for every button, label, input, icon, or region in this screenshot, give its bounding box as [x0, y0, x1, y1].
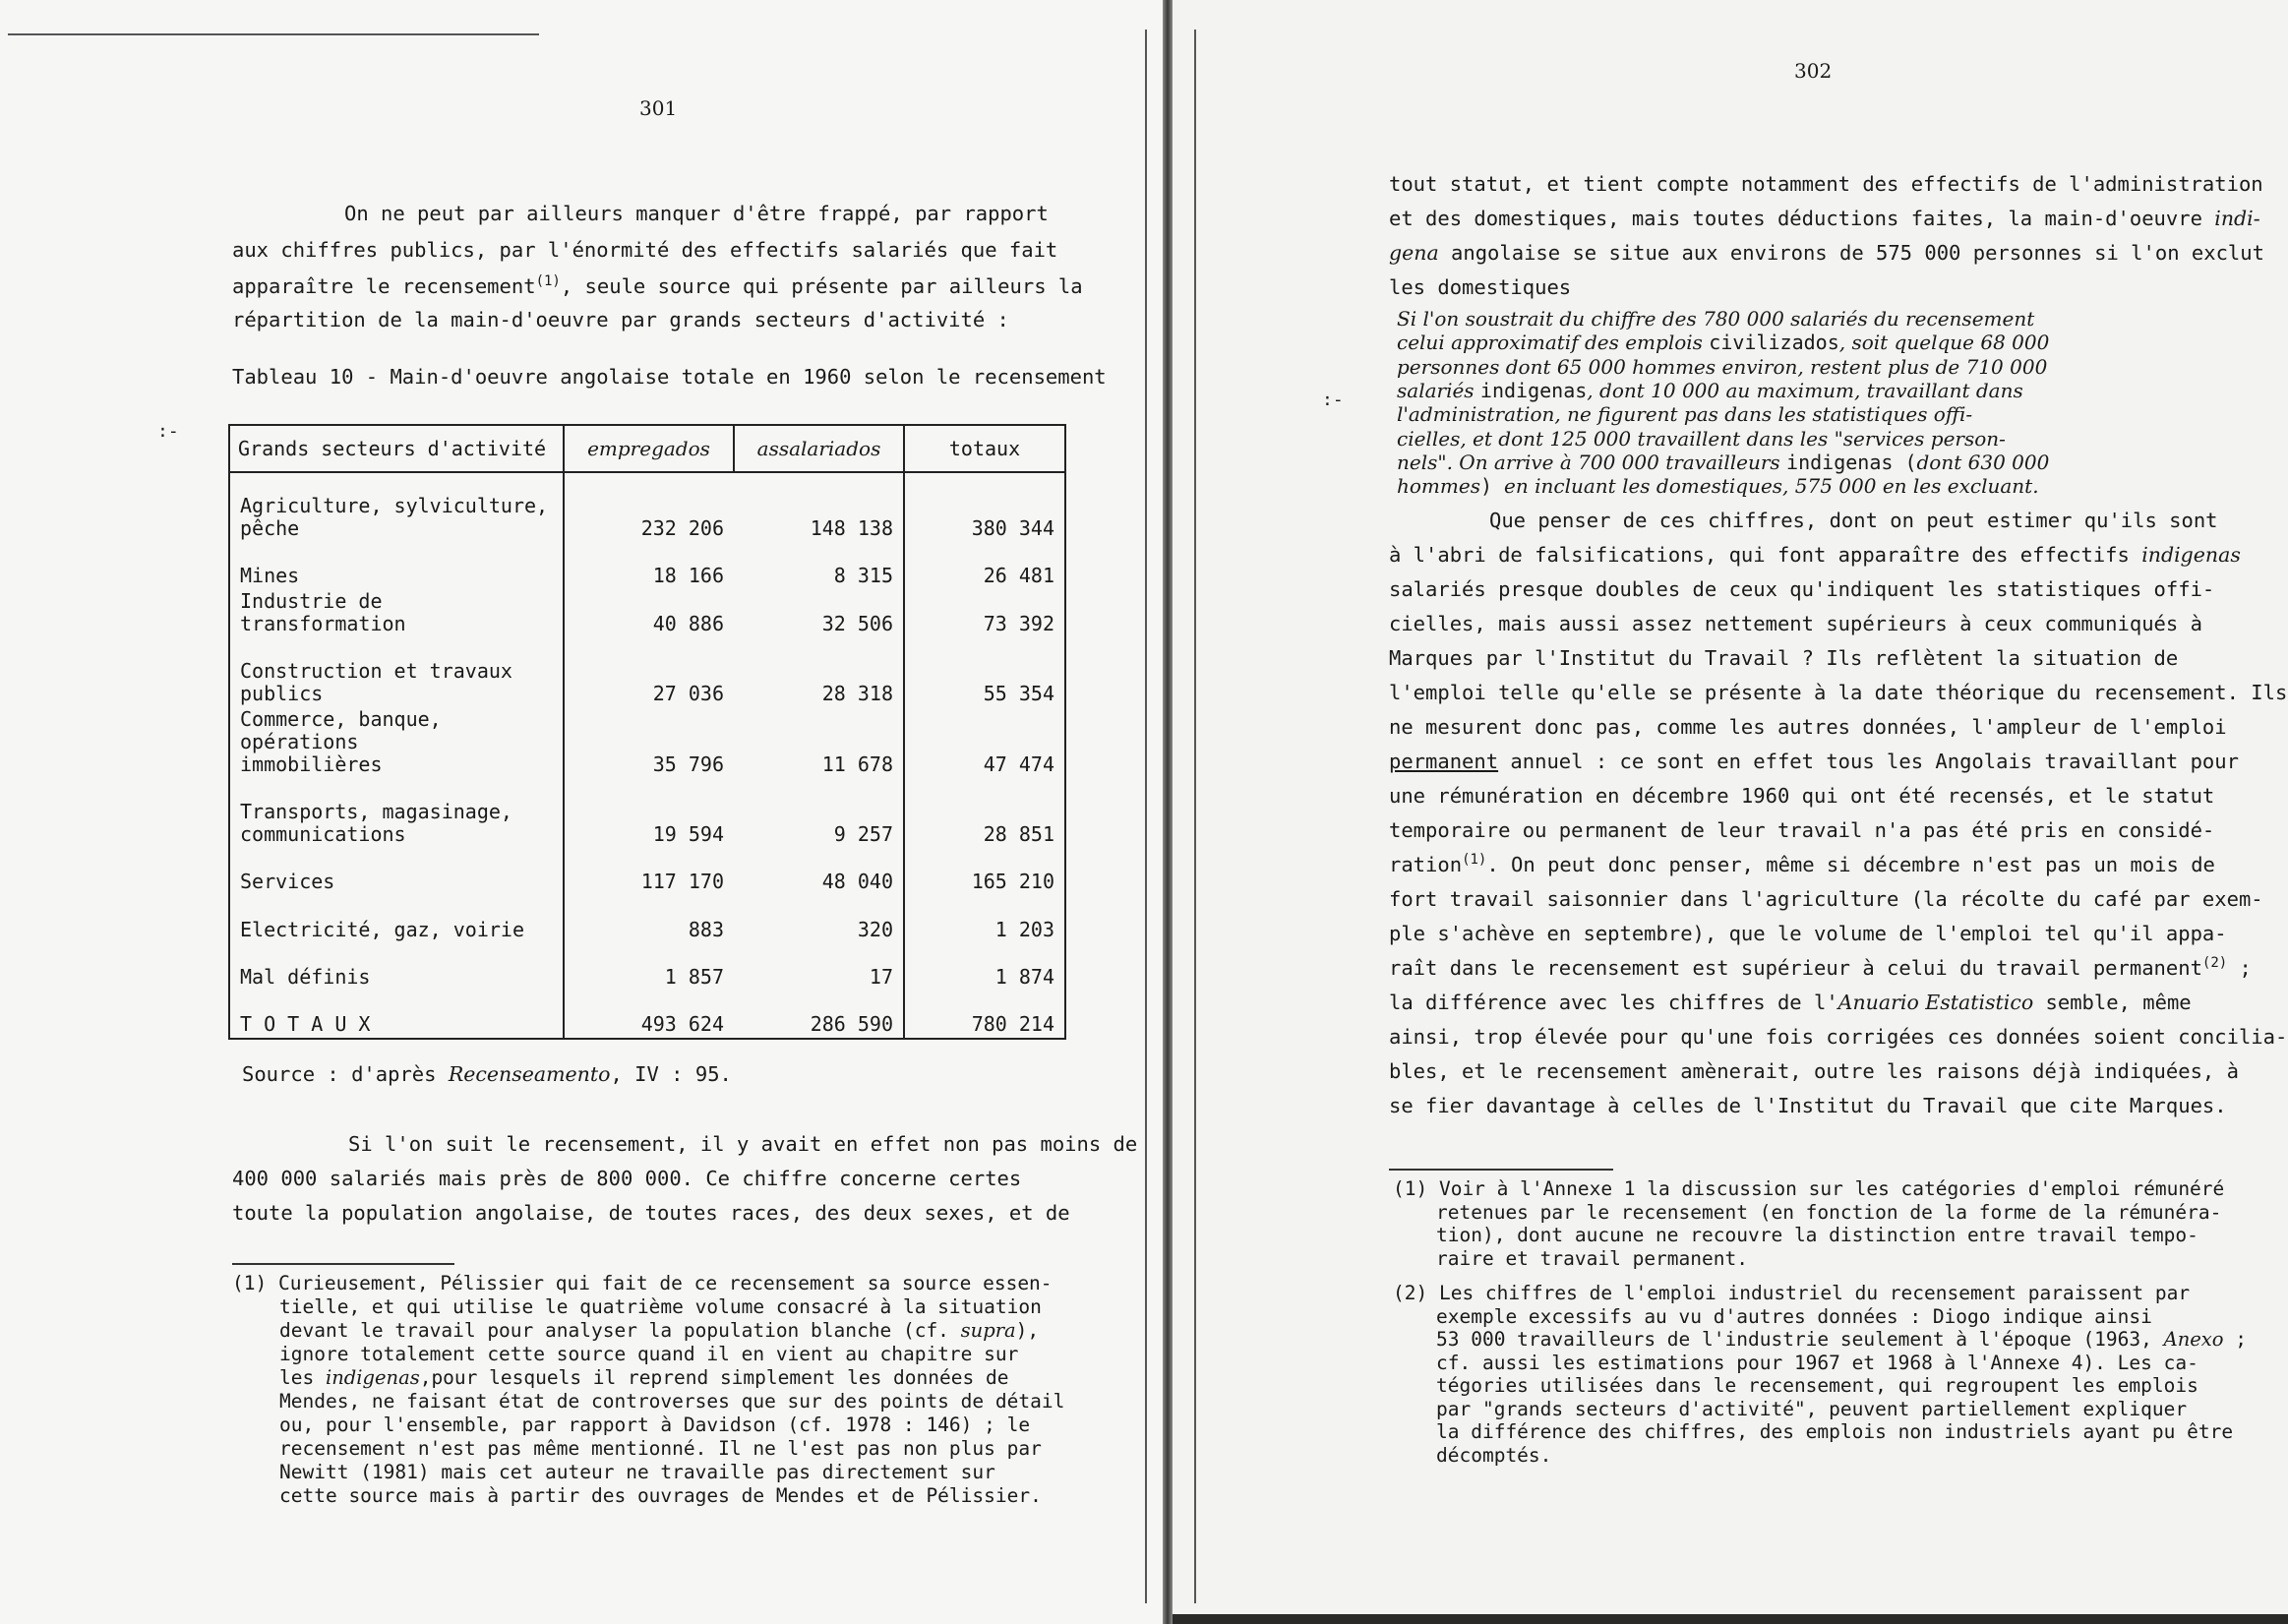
row-label-line: publics: [240, 681, 324, 705]
table-row: [229, 542, 1065, 590]
table-caption: Tableau 10 - Main-d'oeuvre angolaise totale en 1960 selon le recensement: [232, 365, 1107, 389]
table-source: Source : d'après Recenseamento, IV : 95.: [242, 1062, 732, 1086]
footnote-line: Newitt (1981) mais cet auteur ne travaille pas directement sur: [279, 1461, 995, 1483]
body-lines-line: l'emploi telle qu'elle se présente à la date théorique du recensement. Ils: [1389, 681, 2288, 704]
quote-lines-line: nels". On arrive à 700 000 travailleurs indigenas (dont 630 000: [1397, 450, 2050, 474]
body-lines-line: se fier davantage à celles de l'Institut du Travail que cite Marques.: [1389, 1094, 2227, 1117]
right-page-edge: [1194, 30, 1196, 1603]
row-label: [229, 943, 564, 992]
cell-totaux: 55 354: [983, 681, 1054, 705]
footnote-line: recensement n'est pas même mentionné. Il ne l'est pas non plus par: [279, 1437, 1042, 1460]
table-row: [229, 707, 1065, 778]
cell-empregados: 883: [688, 917, 724, 941]
row-label-line: Mal définis: [240, 965, 371, 990]
row-label-line: communications: [240, 821, 406, 846]
body-lines-line: Marques par l'Institut du Travail ? Ils reflètent la situation de: [1389, 646, 2179, 670]
table-row: [229, 778, 1065, 848]
footnote1-lines-line: retenues par le recensement (en fonction de la forme de la rémunéra-: [1436, 1200, 2222, 1224]
footnote2-lines-line: tégories utilisées dans le recensement, qui regroupent les emplois: [1436, 1374, 2198, 1397]
footnote-line: cette source mais à partir des ouvrages de Mendes et de Pélissier.: [279, 1484, 1042, 1507]
footnote1-lines-line: (1) Voir à l'Annexe 1 la discussion sur les catégories d'emploi rémunéré: [1393, 1177, 2225, 1200]
table-row: [229, 848, 1065, 896]
footnote-line: ignore totalement cette source quand il en vient au chapitre sur: [279, 1343, 1019, 1365]
cell-assalariados: 9 257: [734, 778, 904, 848]
body-lines-line: une rémunération en décembre 1960 qui ont été recensés, et le statut: [1389, 784, 2215, 808]
row-label: [229, 472, 564, 542]
row-label-line: Services: [240, 870, 335, 894]
cell-totaux: 73 392: [983, 612, 1054, 636]
row-label: [229, 848, 564, 896]
body-lines-line: permanent annuel : ce sont en effet tous les Angolais travaillant pour: [1389, 750, 2239, 773]
table-row: [229, 943, 1065, 992]
row-label: [229, 707, 564, 778]
cell-totaux: 165 210: [971, 870, 1054, 894]
body-lines-line: bles, et le recensement amènerait, outre les raisons déjà indiquées, à: [1389, 1059, 2239, 1083]
header-totaux: totaux: [904, 425, 1065, 472]
table-row: [229, 895, 1065, 943]
cell-assalariados: 320: [734, 895, 904, 943]
header-sector: Grands secteurs d'activité: [229, 425, 564, 472]
body-lines-line: salariés presque doubles de ceux qu'indiquent les statistiques offi-: [1389, 577, 2215, 601]
row-label-line: Mines: [240, 564, 300, 588]
intro-line-1: On ne peut par ailleurs manquer d'être frappé, par rapport: [344, 202, 1049, 225]
left-page-edge: [1145, 30, 1147, 1603]
body-lines-line: ration$^{(1)}$. On peut donc penser, même si décembre n'est pas un mois de: [1389, 852, 2215, 876]
body-lines-line: à l'abri de falsifications, qui font apparaître des effectifs indigenas: [1389, 543, 2241, 567]
page-top-rule: [8, 33, 539, 35]
footnote1-lines-line: tion), dont aucune ne recouvre la distinction entre travail tempo-: [1436, 1224, 2198, 1246]
cell-totaux: 780 214: [971, 1012, 1054, 1036]
footnote2-lines-line: 53 000 travailleurs de l'industrie seulement à l'époque (1963, Anexo ;: [1436, 1328, 2248, 1351]
footnote-line: les indigenas,pour lesquels il reprend simplement les données de: [279, 1366, 1009, 1389]
row-label-line: Commerce, banque, opérations: [240, 706, 442, 753]
footnote1-lines-line: raire et travail permanent.: [1436, 1246, 1748, 1270]
cell-empregados: 1 857: [664, 965, 724, 990]
lines-line: tout statut, et tient compte notamment des effectifs de l'administration: [1389, 172, 2263, 196]
body-line-1: Si l'on suit le recensement, il y avait en effet non pas moins de: [348, 1132, 1138, 1156]
footnote2-lines-line: décomptés.: [1436, 1443, 1552, 1467]
table-row: [229, 589, 1065, 637]
page-number-right: 302: [1794, 59, 1833, 83]
body-lines-line: la différence avec les chiffres de l'Anuario Estatistico semble, même: [1389, 991, 2192, 1014]
cell-empregados: 232 206: [640, 515, 724, 540]
page-number-left: 301: [639, 96, 678, 120]
cell-assalariados: 11 678: [734, 707, 904, 778]
footnote-line: (1) Curieusement, Pélissier qui fait de ce recensement sa source essen-: [232, 1272, 1053, 1294]
row-label-line: immobilières: [240, 752, 383, 776]
page-bottom-shadow: [1173, 1614, 2288, 1624]
quote-lines-line: l'administration, ne figurent pas dans les statistiques offi-: [1397, 402, 1973, 427]
cell-totaux: 28 851: [983, 821, 1054, 846]
quote-lines-line: salariés indigenas, dont 10 000 au maximum, travaillant dans: [1397, 378, 2023, 402]
cell-totaux: 1 874: [994, 965, 1054, 990]
footnote2-lines-line: cf. aussi les estimations pour 1967 et 1968 à l'Annexe 4). Les ca-: [1436, 1351, 2198, 1374]
footnote-line: devant le travail pour analyser la population blanche (cf. supra),: [279, 1319, 1040, 1342]
row-label: [229, 895, 564, 943]
body-lines-line: cielles, mais aussi assez nettement supérieurs à ceux communiqués à: [1389, 612, 2202, 635]
row-label-line: Industrie de transformation: [240, 589, 406, 636]
cell-totaux: 26 481: [983, 564, 1054, 588]
body-lines-line: fort travail saisonnier dans l'agriculture (la récolte du café par exem-: [1389, 887, 2263, 911]
cell-empregados: 493 624: [640, 1012, 724, 1036]
cell-empregados: 27 036: [652, 681, 724, 705]
margin-mark-right: :-: [1322, 390, 1344, 410]
cell-assalariados: 48 040: [734, 848, 904, 896]
table-body: [229, 472, 1065, 1039]
cell-assalariados: 28 318: [734, 637, 904, 707]
footnote2-lines-line: exemple excessifs au vu d'autres données : Diogo indique ainsi: [1436, 1304, 2152, 1328]
cell-empregados: 117 170: [640, 870, 724, 894]
cell-empregados: 35 796: [652, 752, 724, 776]
body-lines-line: ne mesurent donc pas, comme les autres données, l'ampleur de l'emploi: [1389, 715, 2227, 739]
lines-line: et des domestiques, mais toutes déductions faites, la main-d'oeuvre indi-: [1389, 207, 2260, 230]
table-header-row: [229, 425, 1065, 472]
table-row: [229, 991, 1065, 1039]
cell-empregados: 40 886: [652, 612, 724, 636]
cell-assalariados: 148 138: [734, 472, 904, 542]
intro-line-2: aux chiffres publics, par l'énormité des effectifs salariés que fait: [232, 238, 1058, 262]
body-line-2: 400 000 salariés mais près de 800 000. Ce chiffre concerne certes: [232, 1167, 1022, 1190]
table-row: [229, 637, 1065, 707]
row-label-line: T O T A U X: [240, 1012, 371, 1036]
footnote-line: tielle, et qui utilise le quatrième volume consacré à la situation: [279, 1295, 1042, 1318]
book-spine: [1163, 0, 1173, 1624]
footnote2-lines-line: par "grands secteurs d'activité", peuvent partiellement expliquer: [1436, 1397, 2188, 1420]
row-label-line: Construction et travaux: [240, 658, 512, 683]
cell-assalariados: 286 590: [734, 991, 904, 1039]
lines-line: gena angolaise se situe aux environs de 575 000 personnes si l'on exclut: [1389, 241, 2264, 265]
cell-assalariados: 8 315: [734, 542, 904, 590]
row-label: [229, 589, 564, 637]
body-line-3: toute la population angolaise, de toutes races, des deux sexes, et de: [232, 1201, 1070, 1225]
footnote-line: Mendes, ne faisant état de controverses que sur des points de détail: [279, 1390, 1065, 1413]
row-label-line: Transports, magasinage,: [240, 799, 512, 823]
quote-lines-line: celui approximatif des emplois civilizados, soit quelque 68 000: [1397, 331, 2050, 355]
quote-lines-line: cielles, et dont 125 000 travaillent dans les "services person-: [1397, 426, 2006, 451]
footnote2-lines-line: la différence des chiffres, des emplois non industriels ayant pu être: [1436, 1420, 2234, 1443]
table-row: [229, 472, 1065, 542]
body-lines-line: ple s'achève en septembre), que le volume de l'emploi tel qu'il appa-: [1389, 922, 2227, 945]
intro-line-3: apparaître le recensement$^{(1)}$, seule source qui présente par ailleurs la: [232, 273, 1083, 298]
footnote-rule: [232, 1263, 454, 1265]
body-lines-line: raît dans le recensement est supérieur à celui du travail permanent$^{(2)}$ ;: [1389, 955, 2252, 980]
cell-assalariados: 17: [734, 943, 904, 992]
footnote-rule-right: [1389, 1169, 1613, 1171]
row-label-line: Electricité, gaz, voirie: [240, 917, 524, 941]
header-empregados: empregados: [564, 425, 734, 472]
row-label: [229, 778, 564, 848]
quote-lines-line: personnes dont 65 000 hommes environ, restent plus de 710 000: [1397, 354, 2048, 379]
cell-totaux: 380 344: [971, 515, 1054, 540]
footnote-line: ou, pour l'ensemble, par rapport à Davidson (cf. 1978 : 146) ; le: [279, 1413, 1031, 1436]
body-lines-line: ainsi, trop élevée pour qu'une fois corrigées ces données soient concilia-: [1389, 1025, 2288, 1049]
cell-totaux: 47 474: [983, 752, 1054, 776]
row-label: [229, 542, 564, 590]
row-label: [229, 991, 564, 1039]
right-page: [1173, 0, 2288, 1624]
footnote-ref-1: (1): [535, 273, 561, 290]
footnote2-lines-line: (2) Les chiffres de l'emploi industriel du recensement paraissent par: [1393, 1282, 2191, 1304]
quote-lines-line: Si l'on soustrait du chiffre des 780 000 salariés du recensement: [1397, 307, 2035, 331]
row-label-line: Agriculture, sylviculture,: [240, 493, 549, 517]
cell-totaux: 1 203: [994, 917, 1054, 941]
margin-mark-left: :-: [157, 421, 179, 442]
quote-lines-line: hommes) en incluant les domestiques, 575 000 en les excluant.: [1397, 474, 2039, 499]
employment-table: [228, 424, 1066, 1040]
cell-assalariados: 32 506: [734, 589, 904, 637]
intro-line-4: répartition de la main-d'oeuvre par grands secteurs d'activité :: [232, 308, 1009, 331]
row-label: [229, 637, 564, 707]
lines-line: les domestiques: [1389, 275, 1572, 299]
body-lines-line: Que penser de ces chiffres, dont on peut estimer qu'ils sont: [1489, 509, 2218, 532]
row-label-line: pêche: [240, 515, 300, 540]
cell-empregados: 18 166: [652, 564, 724, 588]
body-lines-line: temporaire ou permanent de leur travail n'a pas été pris en considé-: [1389, 818, 2215, 842]
cell-empregados: 19 594: [652, 821, 724, 846]
header-assalariados: assalariados: [734, 425, 904, 472]
